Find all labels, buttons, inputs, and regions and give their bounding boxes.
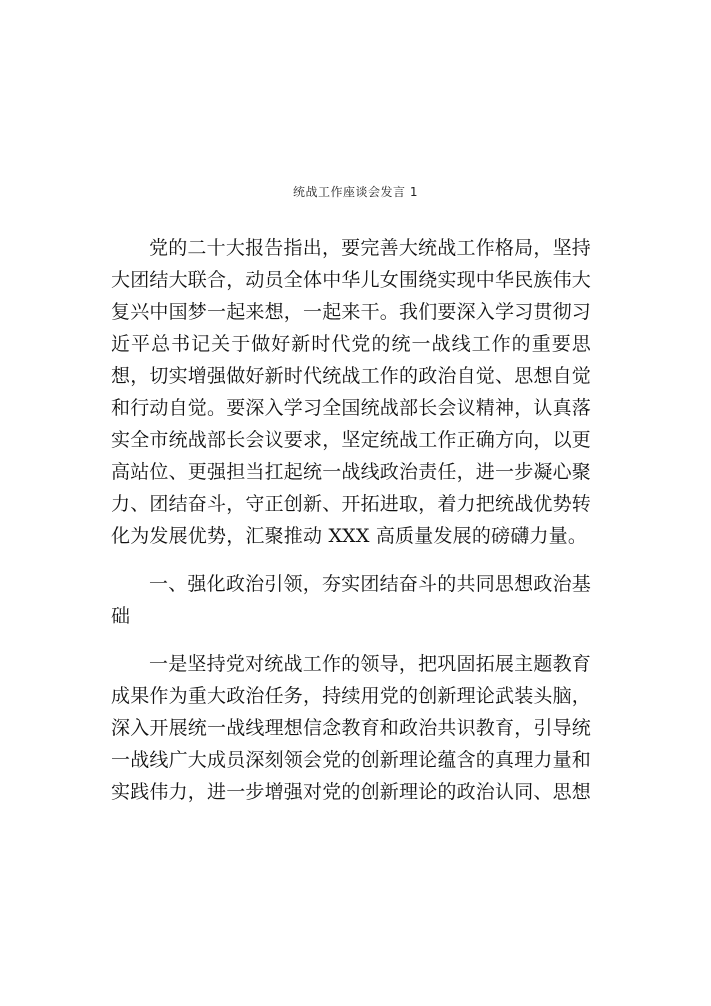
paragraph-intro: 党的二十大报告指出，要完善大统战工作格局，坚持大团结大联合，动员全体中华儿女围绕实现中华民族伟大复兴中国梦一起来想，一起来干。我们要深入学习贯彻习近平总书记关于做好新时代党的统一战线工作的重要思想，切实增强做好新时代统战工作的政治自觉、思想自觉和行动自觉。要深入学习全国统战部长会议精神，认真落实全市统战部长会议要求，坚定统战工作正确方向，以更高站位、更强担当扛起统一战线政治责任，进一步凝心聚力、团结奋斗，守正创新、开拓进取，着力把统战优势转化为发展优势，汇聚推动 XXX 高质量发展的磅礴力量。 (111, 237, 592, 547)
document-body (111, 232, 591, 824)
paragraph-section-1: 一是坚持党对统战工作的领导，把巩固拓展主题教育成果作为重大政治任务，持续用党的创新理论武装头脑，深入开展统一战线理想信念教育和政治共识教育，引导统一战线广大成员深刻领会党的创新理论蕴含的真理力量和实践伟力，进一步增强对党的创新理论的政治认同、思想 (111, 653, 592, 803)
section-heading-1: 一、强化政治引领，夯实团结奋斗的共同思想政治基础 (111, 573, 591, 627)
document-title: 统战工作座谈会发言 1 (293, 185, 418, 199)
